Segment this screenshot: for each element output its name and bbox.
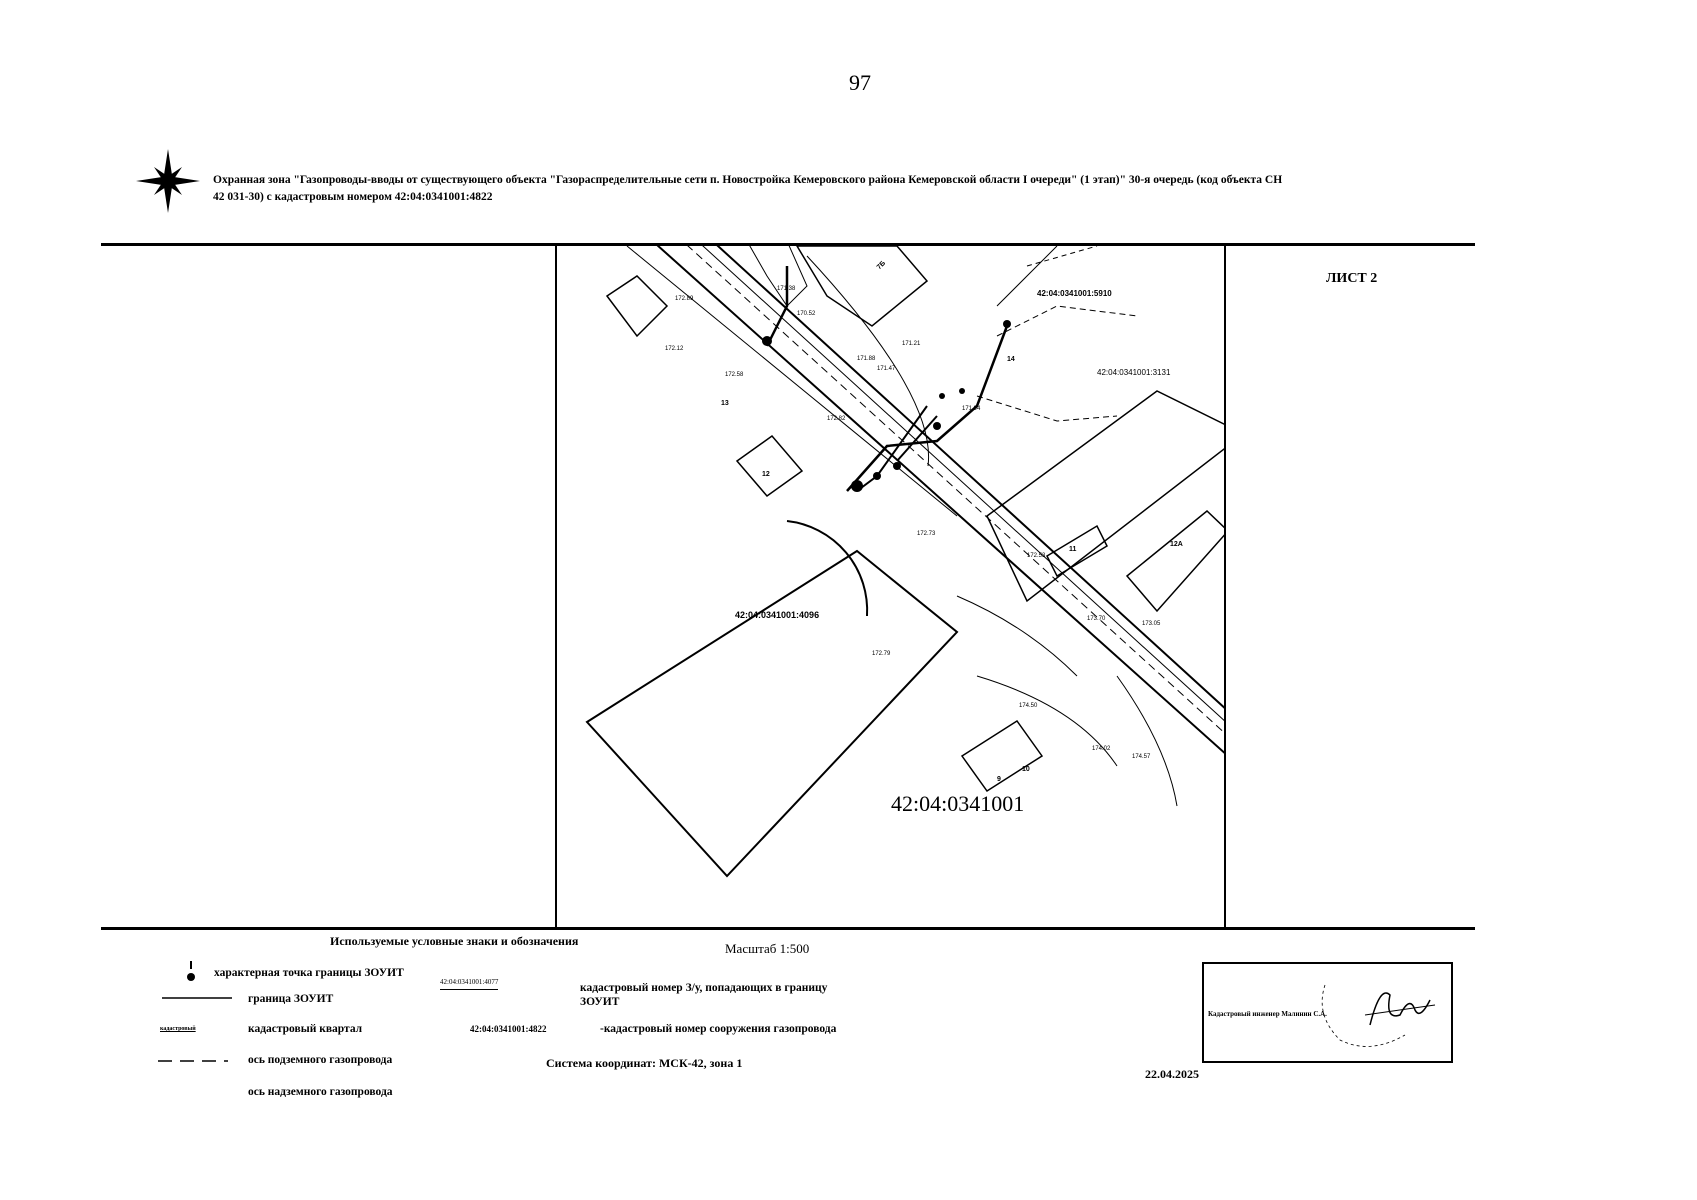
legend-underground-axis: ось подземного газопровода: [248, 1054, 393, 1066]
parcel-number-mid-right: 42:04:0341001:3131: [1097, 368, 1171, 377]
building-label: 14: [1007, 356, 1015, 363]
point-label: 171.47: [877, 366, 896, 372]
point-label: 174.57: [1132, 754, 1151, 760]
signature-icon: [1310, 965, 1440, 1060]
point-label: 173.70: [1087, 616, 1106, 622]
point-label: 172.12: [665, 346, 684, 352]
point-label: 172.82: [827, 416, 846, 422]
parcel-sample-number: 42:04:0341001:4077: [440, 975, 498, 990]
map-scale: Масштаб 1:500: [725, 941, 810, 956]
zouit-border-line-icon: [162, 996, 232, 1000]
parcel-main: [587, 551, 957, 876]
quarter-number: 42:04:0341001: [891, 791, 1025, 816]
legend-cad-quarter: кадастровый квартал: [248, 1023, 363, 1035]
point-label: 172.79: [872, 651, 891, 657]
building-label: 9: [997, 776, 1001, 783]
north-arrow-icon: [135, 148, 201, 214]
point-label: 172.53: [1027, 553, 1046, 559]
building-label: 11: [1069, 546, 1077, 553]
cadastral-map: [557, 246, 1226, 928]
char-point-icon: [186, 961, 200, 983]
legend-char-point: характерная точка границы ЗОУИТ: [214, 967, 404, 979]
building-label: 10: [1022, 766, 1030, 773]
header-line-1: Охранная зона "Газопроводы-вводы от существующего объекта "Газораспределительные сети п. Новостройка Кемеровского района Кемеровской области I очереди" (1 этап)" 30-я очередь (код объекта СН: [213, 174, 1283, 186]
point-label: 172.73: [917, 531, 936, 537]
legend-zouit-border: граница ЗОУИТ: [248, 993, 334, 1005]
document-header: [213, 172, 1453, 206]
underground-axis-line-icon: [158, 1059, 228, 1063]
legend-title: Используемые условные знаки и обозначения: [330, 934, 579, 948]
engineer-name: Кадастровый инженер Малинин С.А.: [1208, 1010, 1327, 1018]
building-label: 12А: [1170, 541, 1183, 548]
building-label: 12: [762, 471, 770, 478]
parcel-number-center: 42:04:0341001:4096: [735, 610, 820, 620]
point-label: 173.05: [1142, 621, 1161, 627]
sheet-label: ЛИСТ 2: [1326, 271, 1378, 286]
building-label: 7Б: [875, 259, 888, 272]
legend-parcel-number: кадастровый номер З/у, попадающих в границу ЗОУИТ: [580, 982, 828, 1008]
map-frame: [555, 246, 1226, 928]
point-label: 171.94: [962, 406, 981, 412]
point-label: 172.89: [675, 296, 694, 302]
point-label: 170.52: [797, 311, 816, 317]
coordinate-system: Система координат: МСК-42, зона 1: [546, 1056, 743, 1070]
page-number: 97: [849, 70, 871, 95]
legend-structure-number: -кадастровый номер сооружения газопровода: [600, 1023, 837, 1035]
building-label: 13: [721, 400, 729, 407]
date: 22.04.2025: [1145, 1067, 1199, 1081]
point-label: 171.38: [777, 286, 796, 292]
point-label: 171.21: [902, 341, 921, 347]
parcel-number-top-right: 42:04:0341001:5910: [1037, 289, 1112, 298]
cad-quarter-sample: кадастровый: [160, 1026, 196, 1032]
point-label: 174.50: [1019, 703, 1038, 709]
point-label: 171.88: [857, 356, 876, 362]
point-label: 172.58: [725, 372, 744, 378]
point-label: 174.02: [1092, 746, 1111, 752]
header-line-2: 42 031-30) с кадастровым номером 42:04:0341001:4822: [213, 191, 493, 203]
legend-aboveground-axis: ось надземного газопровода: [248, 1086, 393, 1098]
structure-sample-number: 42:04:0341001:4822: [470, 1024, 547, 1034]
